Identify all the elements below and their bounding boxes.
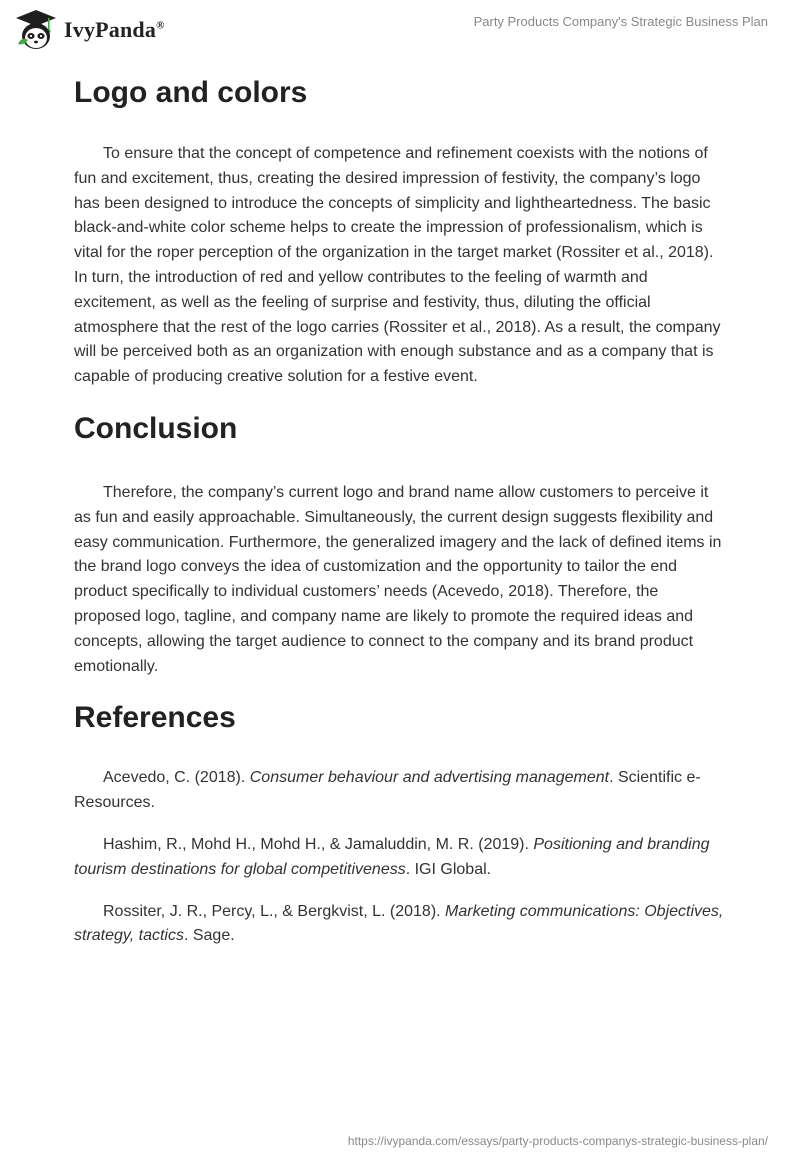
section-heading-conclusion: Conclusion	[74, 411, 238, 445]
section-paragraph-logo-and-colors: To ensure that the concept of competence and refinement coexists with the notions of fun and excitement, thus, creating the desired impression of festivity, the company’s logo has been designed to introduce the concepts of simplicity and lightheartedness. The basic black-and-white color scheme helps to create the impression of professionalism, which is vital for the roper perception of the organization in the target market (Rossiter et al., 2018). In turn, the introduction of red and yellow contributes to the feeling of warmth and excitement, as well as the feeling of surprise and festivity, thus, diluting the official atmosphere that the rest of the logo carries (Rossiter et al., 2018). As a result, the company will be perceived both as an organization with enough substance and as a company that is capable of producing creative solution for a festive event.	[74, 145, 721, 386]
reference-entry: Hashim, R., Mohd H., Mohd H., & Jamaluddin, M. R. (2019). Positioning and branding tourism destinations for global competitiveness. IGI Global.	[74, 835, 710, 878]
panda-graduate-icon	[14, 8, 58, 52]
page-header	[0, 0, 800, 60]
source-url-link[interactable]: https://ivypanda.com/essays/party-products-companys-strategic-business-plan/	[347, 1134, 768, 1148]
section-paragraph-conclusion: Therefore, the company’s current logo and brand name allow customers to perceive it as fun and easily approachable. Simultaneously, the current design suggests flexibility and easy communication. Furthermore, the generalized imagery and the lack of defined items in the brand logo conveys the idea of customization and the opportunity to tailor the end product specifically to individual customers’ needs (Acevedo, 2018). Therefore, the proposed logo, tagline, and company name are likely to promote the required ideas and concepts, allowing the target audience to connect to the company and its brand product emotionally.	[74, 483, 722, 675]
reference-entry: Rossiter, J. R., Percy, L., & Bergkvist, L. (2018). Marketing communications: Objectives, strategy, tactics. Sage.	[74, 902, 724, 945]
essay-content	[74, 70, 726, 966]
ivypanda-logo[interactable]	[14, 8, 165, 52]
brand-name: IvyPanda®	[64, 17, 165, 42]
document-title: Party Products Company's Strategic Business Plan	[473, 14, 768, 29]
section-heading-logo-and-colors: Logo and colors	[74, 76, 308, 109]
section-heading-references: References	[74, 701, 236, 735]
reference-entry: Acevedo, C. (2018). Consumer behaviour and advertising management. Scientific e-Resources.	[74, 769, 701, 812]
